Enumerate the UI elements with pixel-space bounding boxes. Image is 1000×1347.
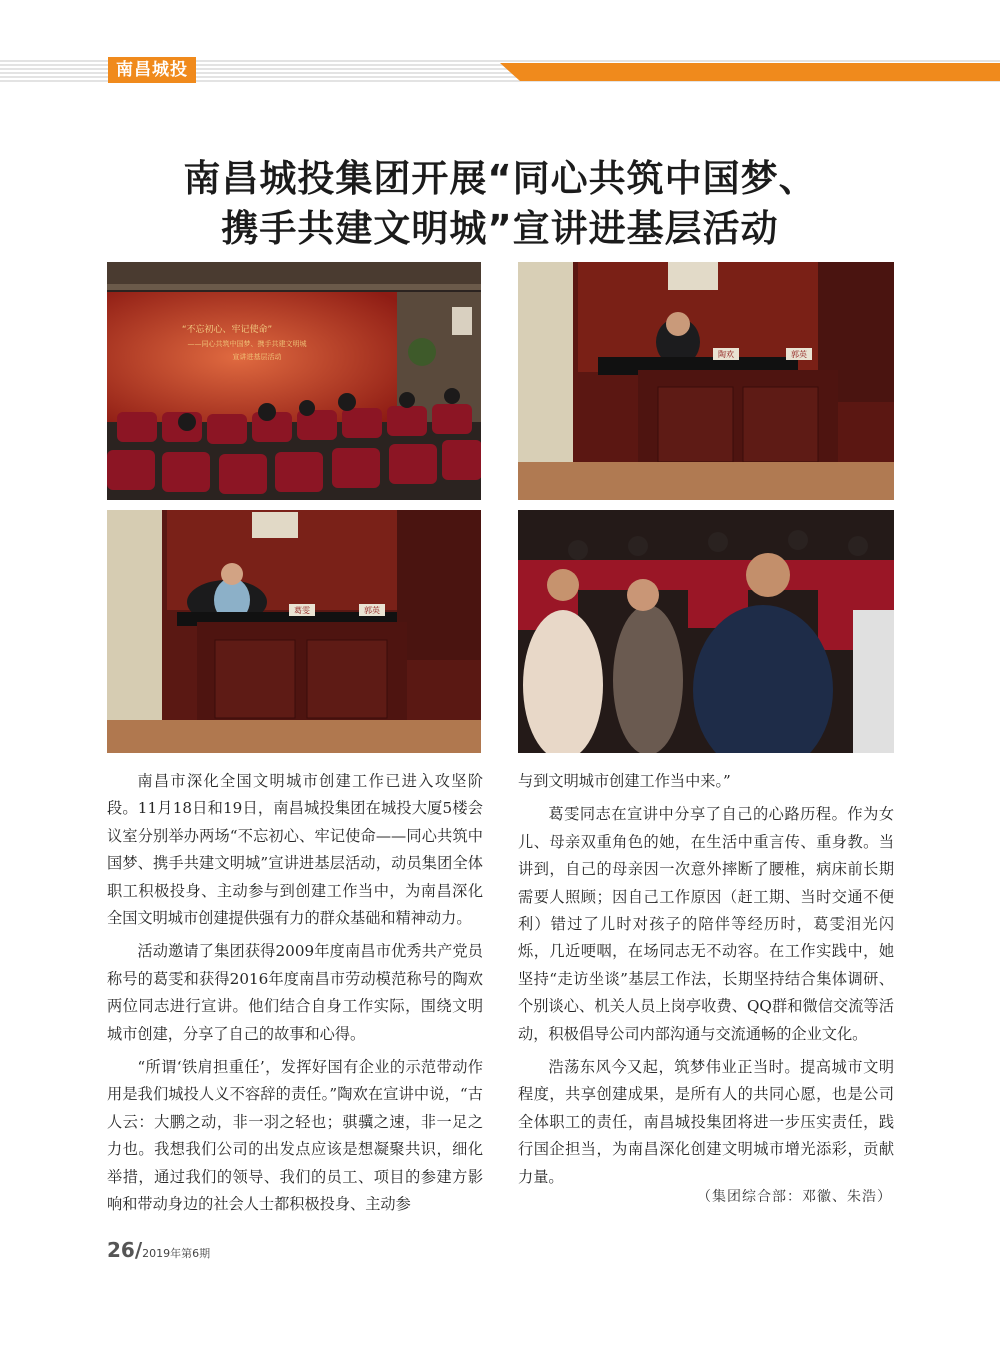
paragraph: 葛雯同志在宣讲中分享了自己的心路历程。作为女儿、母亲双重角色的她，在生活中重言传、重身教。当讲到，自己的母亲因一次意外摔断了腰椎，病床前长期需要人照顾；因自己工作原因（赶工期、当时交通不便利）错过了儿时对孩子的陪伴等经历时，葛雯泪光闪烁，几近哽咽，在场同志无不动容。在工作实践中，她坚持“走访坐谈”基层工作法，长期坚持结合集体调研、个别谈心、机关人员上岗亭收费、QQ群和微信交流等活动，积极倡导公司内部沟通与交流通畅的企业文化。 [518,805,894,1043]
screen-text-2: ——同心共筑中国梦、携手共建文明城 [187,340,307,348]
issue-label: 2019年第6期 [142,1247,211,1260]
page-folio [107,1238,210,1262]
paragraph: 南昌市深化全国文明城市创建工作已进入攻坚阶段。11月18日和19日，南昌城投集团在城投大厦5楼会议室分别举办两场“不忘初心、牢记使命——同心共筑中国梦、携手共建文明城”宣讲进基层活动，动员集团全体职工积极投身、主动参与到创建工作当中，为南昌深化全国文明城市创建提供强有力的群众基础和精神动力。 [107,772,483,928]
paragraph: 浩荡东风今又起，筑梦伟业正当时。提高城市文明程度，共享创建成果，是所有人的共同心愿，也是公司全体职工的责任，南昌城投集团将进一步压实责任，践行国企担当，为南昌深化创建文明城市增光添彩，贡献力量。 [518,1058,894,1186]
screen-text-3: 宣讲进基层活动 [232,353,282,361]
nameplate-right: 郭英 [791,350,807,359]
paragraph: 活动邀请了集团获得2009年度南昌市优秀共产党员称号的葛雯和获得2016年度南昌市劳动模范称号的陶欢两位同志进行宣讲。他们结合自身工作实际，围绕文明城市创建，分享了自己的故事和心得。 [107,942,483,1043]
photo-speaker-man [518,262,894,500]
nameplate-right: 郭英 [364,606,380,615]
body-column-right [518,768,894,1197]
photo-speaker-woman [107,510,481,753]
screen-text-1: “不忘初心、牢记使命” [181,325,273,335]
article-title-line2: 携手共建文明城”宣讲进基层活动 [221,207,779,250]
page-number: 26/ [107,1238,143,1262]
article-title-line1: 南昌城投集团开展“同心共筑中国梦、 [183,157,817,200]
photo-auditorium-screen [107,262,481,500]
nameplate-left: 葛雯 [294,606,310,615]
paragraph: “所谓‘铁肩担重任’，发挥好国有企业的示范带动作用是我们城投人义不容辞的责任。”陶欢在宣讲中说，“古人云：大鹏之动，非一羽之轻也；骐骥之速，非一足之力也。我想我们公司的出发点应该是想凝聚共识，细化举措，通过我们的领导、我们的员工、项目的参建方影响和带动身边的社会人士都积极投身、主动参 [107,1058,483,1214]
author-credit: （集团综合部：邓徽、朱浩） [697,1189,892,1205]
header-orange-bar [500,63,1000,81]
section-label: 南昌城投 [108,57,196,83]
body-column-left [107,768,483,1225]
photo-audience [518,510,894,753]
paragraph-continuation: 与到文明城市创建工作当中来。” [518,772,731,790]
nameplate-left: 陶欢 [718,350,734,359]
